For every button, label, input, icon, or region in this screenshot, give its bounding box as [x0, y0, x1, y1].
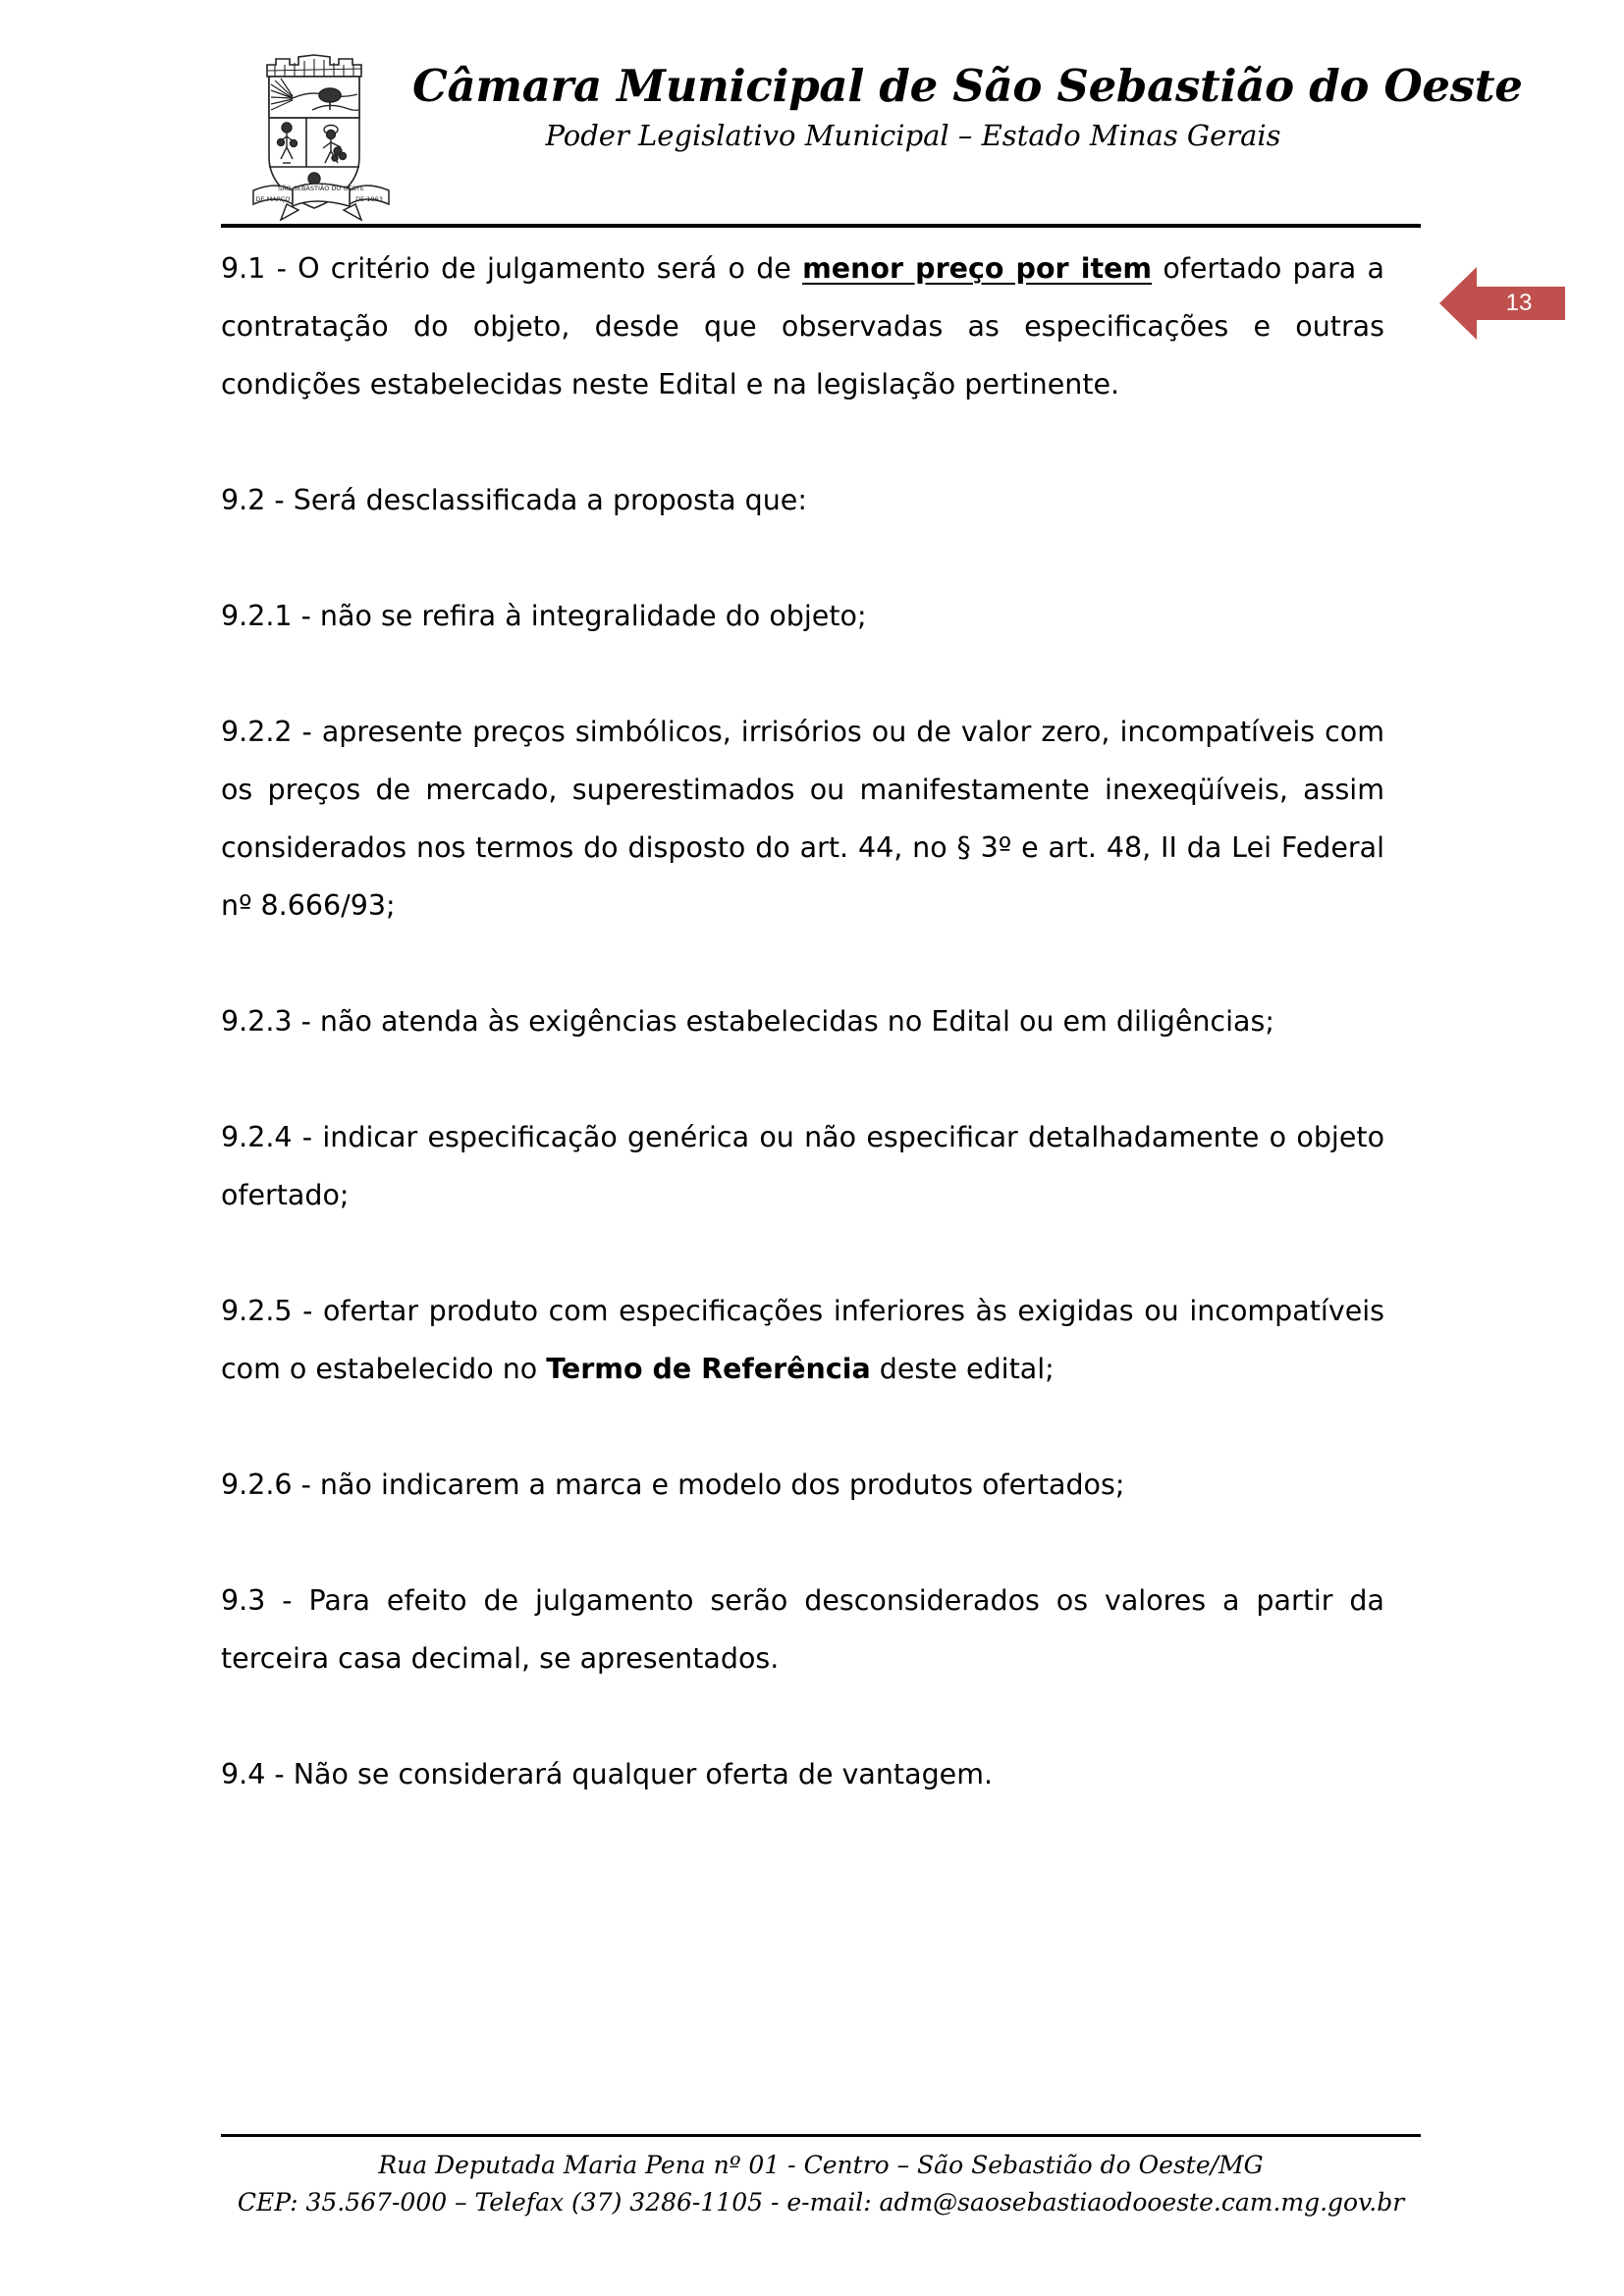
crest-banner-right: DE 1963	[355, 195, 383, 203]
paragraph-9.2.1	[221, 587, 1384, 645]
text-run: 9.2.2 - apresente preços simbólicos, irrisórios ou de valor zero, incompatíveis com os preços de mercado, superestimados ou manifestamente inexeqüíveis, assim considerados nos termos do disposto do art. 44, no § 3º e art. 48, II da Lei Federal nº 8.666/93;	[221, 716, 1384, 922]
footer-divider	[221, 2134, 1421, 2137]
page-number-arrow-marker	[1439, 265, 1565, 342]
bold-run: Termo de Referência	[546, 1353, 871, 1385]
text-run: ofertado para a contratação do objeto, desde que observadas as especificações e outras condições estabelecidas neste Edital e na legislação pertinente.	[221, 252, 1384, 400]
coat-of-arms-icon	[247, 41, 395, 228]
paragraph-9.2.6	[221, 1456, 1384, 1514]
paragraph-9.2	[221, 471, 1384, 529]
paragraph-9.4	[221, 1745, 1384, 1803]
text-run: deste edital;	[870, 1353, 1055, 1385]
text-run: 9.4 - Não se considerará qualquer oferta de vantagem.	[221, 1758, 994, 1790]
crest-banner-top: SÃO SEBASTIÃO DO OESTE	[277, 185, 365, 192]
text-run: 9.2.1 - não se refira à integralidade do objeto;	[221, 600, 867, 632]
footer-address-line: Rua Deputada Maria Pena nº 01 - Centro – São Sebastião do Oeste/MG	[378, 2151, 1264, 2179]
text-run: 9.2.4 - indicar especificação genérica ou não especificar detalhadamente o objeto ofertado;	[221, 1121, 1384, 1211]
crest-banner-left: DE MARÇO	[255, 195, 291, 203]
footer-contact-line: CEP: 35.567-000 – Telefax (37) 3286-1105 - e-mail: adm@saosebastiaodooeste.cam.mg.gov.br	[237, 2188, 1405, 2216]
footer-contact-block	[221, 2147, 1421, 2221]
text-run: 9.1 - O critério de julgamento será o de	[221, 252, 803, 285]
header-titles	[412, 59, 1523, 155]
paragraph-9.2.2	[221, 703, 1384, 934]
page-number-label: 13	[1505, 290, 1533, 316]
paragraph-9.1	[221, 240, 1384, 413]
paragraph-9.3	[221, 1572, 1384, 1687]
page-subtitle: Poder Legislativo Municipal – Estado Minas Gerais	[545, 119, 1281, 152]
document-header	[0, 0, 1624, 228]
paragraph-9.2.5	[221, 1282, 1384, 1398]
text-run: 9.2 - Será desclassificada a proposta que:	[221, 484, 807, 516]
page-title: Câmara Municipal de São Sebastião do Oeste	[412, 60, 1523, 112]
text-run: 9.2.6 - não indicarem a marca e modelo dos produtos ofertados;	[221, 1468, 1125, 1501]
paragraph-9.2.4	[221, 1108, 1384, 1224]
paragraph-9.2.3	[221, 992, 1384, 1050]
bold-underline-run: menor preço por item	[802, 252, 1153, 285]
document-footer	[221, 2134, 1421, 2221]
text-run: 9.3 - Para efeito de julgamento serão desconsiderados os valores a partir da terceira casa decimal, se apresentados.	[221, 1584, 1384, 1675]
header-divider	[221, 224, 1421, 228]
document-body	[221, 240, 1384, 1803]
text-run: 9.2.3 - não atenda às exigências estabelecidas no Edital ou em diligências;	[221, 1005, 1274, 1038]
text-run: 9.2.5 - ofertar produto com especificações inferiores às exigidas ou incompatíveis com o estabelecido no	[221, 1295, 1384, 1385]
